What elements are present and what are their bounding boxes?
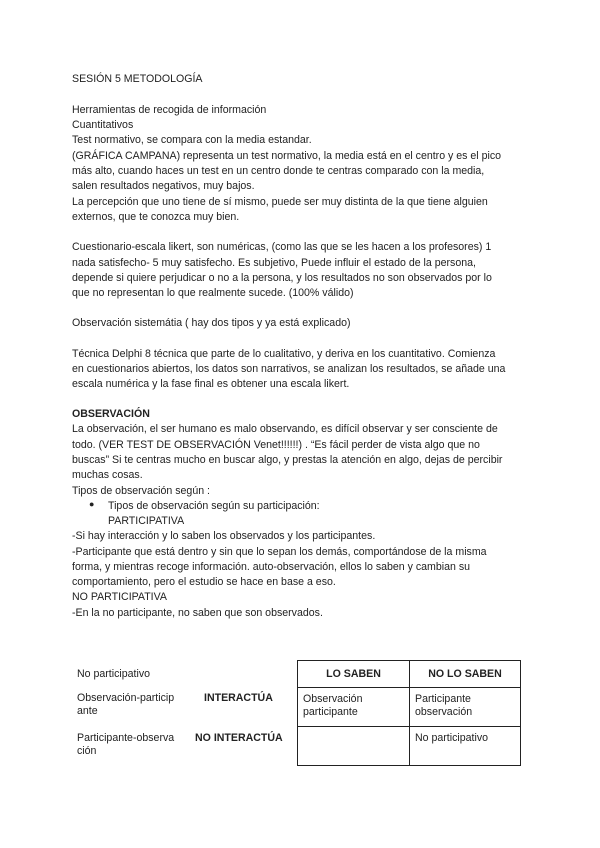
row-label-line: Observación-particip: [77, 692, 175, 704]
bullet-icon: ●: [89, 499, 95, 509]
row-label-line: ante: [77, 705, 98, 717]
text-line: Cuestionario-escala likert, son numéricas, (como las que se les hacen a los profesores) 1: [72, 241, 492, 253]
text-line: Técnica Delphi 8 técnica que parte de lo cualitativo, y deriva en los cuantitativo. Comienza: [72, 348, 496, 360]
cell-no-participativo: [409, 726, 521, 766]
row-label-participante-observacion: [77, 732, 174, 758]
cell-empty: [297, 726, 410, 766]
text-line: Cuantitativos: [72, 119, 134, 131]
text-line: Herramientas de recogida de información: [72, 104, 267, 116]
header-cell-lo-saben: [297, 660, 410, 688]
text-line: en cuestionarios abiertos, los datos son narrativos, se analizan los resultados, se añade una: [72, 363, 506, 375]
text-line: Tipos de observación según :: [72, 485, 210, 497]
text-line: forma, y mientras recoge información. auto-observación, ellos lo saben y cambian su: [72, 561, 471, 573]
cell-line: Participante: [415, 693, 471, 705]
text-line: La observación, el ser humano es malo observando, es difícil observar y ser consciente de: [72, 423, 498, 435]
text-line: -En la no participante, no saben que son observados.: [72, 607, 323, 619]
row-label-line: ción: [77, 745, 97, 757]
cell-participante-observacion: [409, 687, 521, 727]
bullet-text: Tipos de observación según su participación:: [108, 500, 320, 512]
text-line: (GRÁFICA CAMPANA) representa un test normativo, la media está en el centro y es el pico: [72, 150, 502, 162]
text-line: depende si quiere perjudicar o no a la persona, y los resultados no son observados por lo: [72, 272, 492, 284]
row-label-no-participativo: No participativo: [77, 668, 151, 680]
text-line: NO PARTICIPATIVA: [72, 591, 167, 603]
text-line: Observación sistemátia ( hay dos tipos y ya está explicado): [72, 317, 351, 329]
text-line: -Si hay interacción y lo saben los observados y los participantes.: [72, 530, 376, 542]
doc-title: SESIÓN 5 METODOLOGÍA: [72, 73, 203, 85]
tag-no-interactua: NO INTERACTÚA: [195, 732, 283, 744]
cell-observacion-participante: [297, 687, 410, 727]
text-line: salen resultados negativos, muy bajos.: [72, 180, 255, 192]
header-cell-no-lo-saben: [409, 660, 521, 688]
text-line: La percepción que uno tiene de sí mismo, puede ser muy distinta de la que tiene alguien: [72, 196, 488, 208]
header-lo-saben: LO SABEN: [326, 668, 381, 680]
cell-line: participante: [303, 706, 358, 718]
text-line: nada satisfecho- 5 muy satisfecho. Es subjetivo, Puede influir el estado de la persona,: [72, 257, 476, 269]
text-line: Test normativo, se compara con la media estandar.: [72, 134, 312, 146]
text-line: escala numérica y la fase final es obtener una escala likert.: [72, 378, 350, 390]
cell-line: observación: [415, 706, 473, 718]
tag-interactua: INTERACTÚA: [204, 692, 273, 704]
header-no-lo-saben: NO LO SABEN: [428, 668, 502, 680]
text-line: externos, que te conozca muy bien.: [72, 211, 240, 223]
text-line: buscas” Si te centras mucho en buscar algo, y prestas la atención en algo, dejas de percibir: [72, 454, 503, 466]
row-label-observacion-participante: [77, 692, 174, 718]
cell-line: Observación: [303, 693, 363, 705]
text-line: todo. (VER TEST DE OBSERVACIÓN Venet!!!!!!) . “Es fácil perder de vista algo que no: [72, 439, 480, 451]
cell-line: No participativo: [415, 732, 489, 744]
text-line: -Participante que está dentro y sin que lo sepan los demás, comportándose de la misma: [72, 546, 487, 558]
text-line: comportamiento, pero el estudio se hace en base a eso.: [72, 576, 336, 588]
text-line: que no representan lo que realmente sucede. (100% válido): [72, 287, 354, 299]
section-heading: OBSERVACIÓN: [72, 408, 150, 420]
row-label-line: Participante-observa: [77, 732, 175, 744]
text-line: más alto, cuando haces un test en un centro donde te centras comparado con la media,: [72, 165, 485, 177]
text-line: muchas cosas.: [72, 469, 143, 481]
text-line: PARTICIPATIVA: [108, 515, 185, 527]
